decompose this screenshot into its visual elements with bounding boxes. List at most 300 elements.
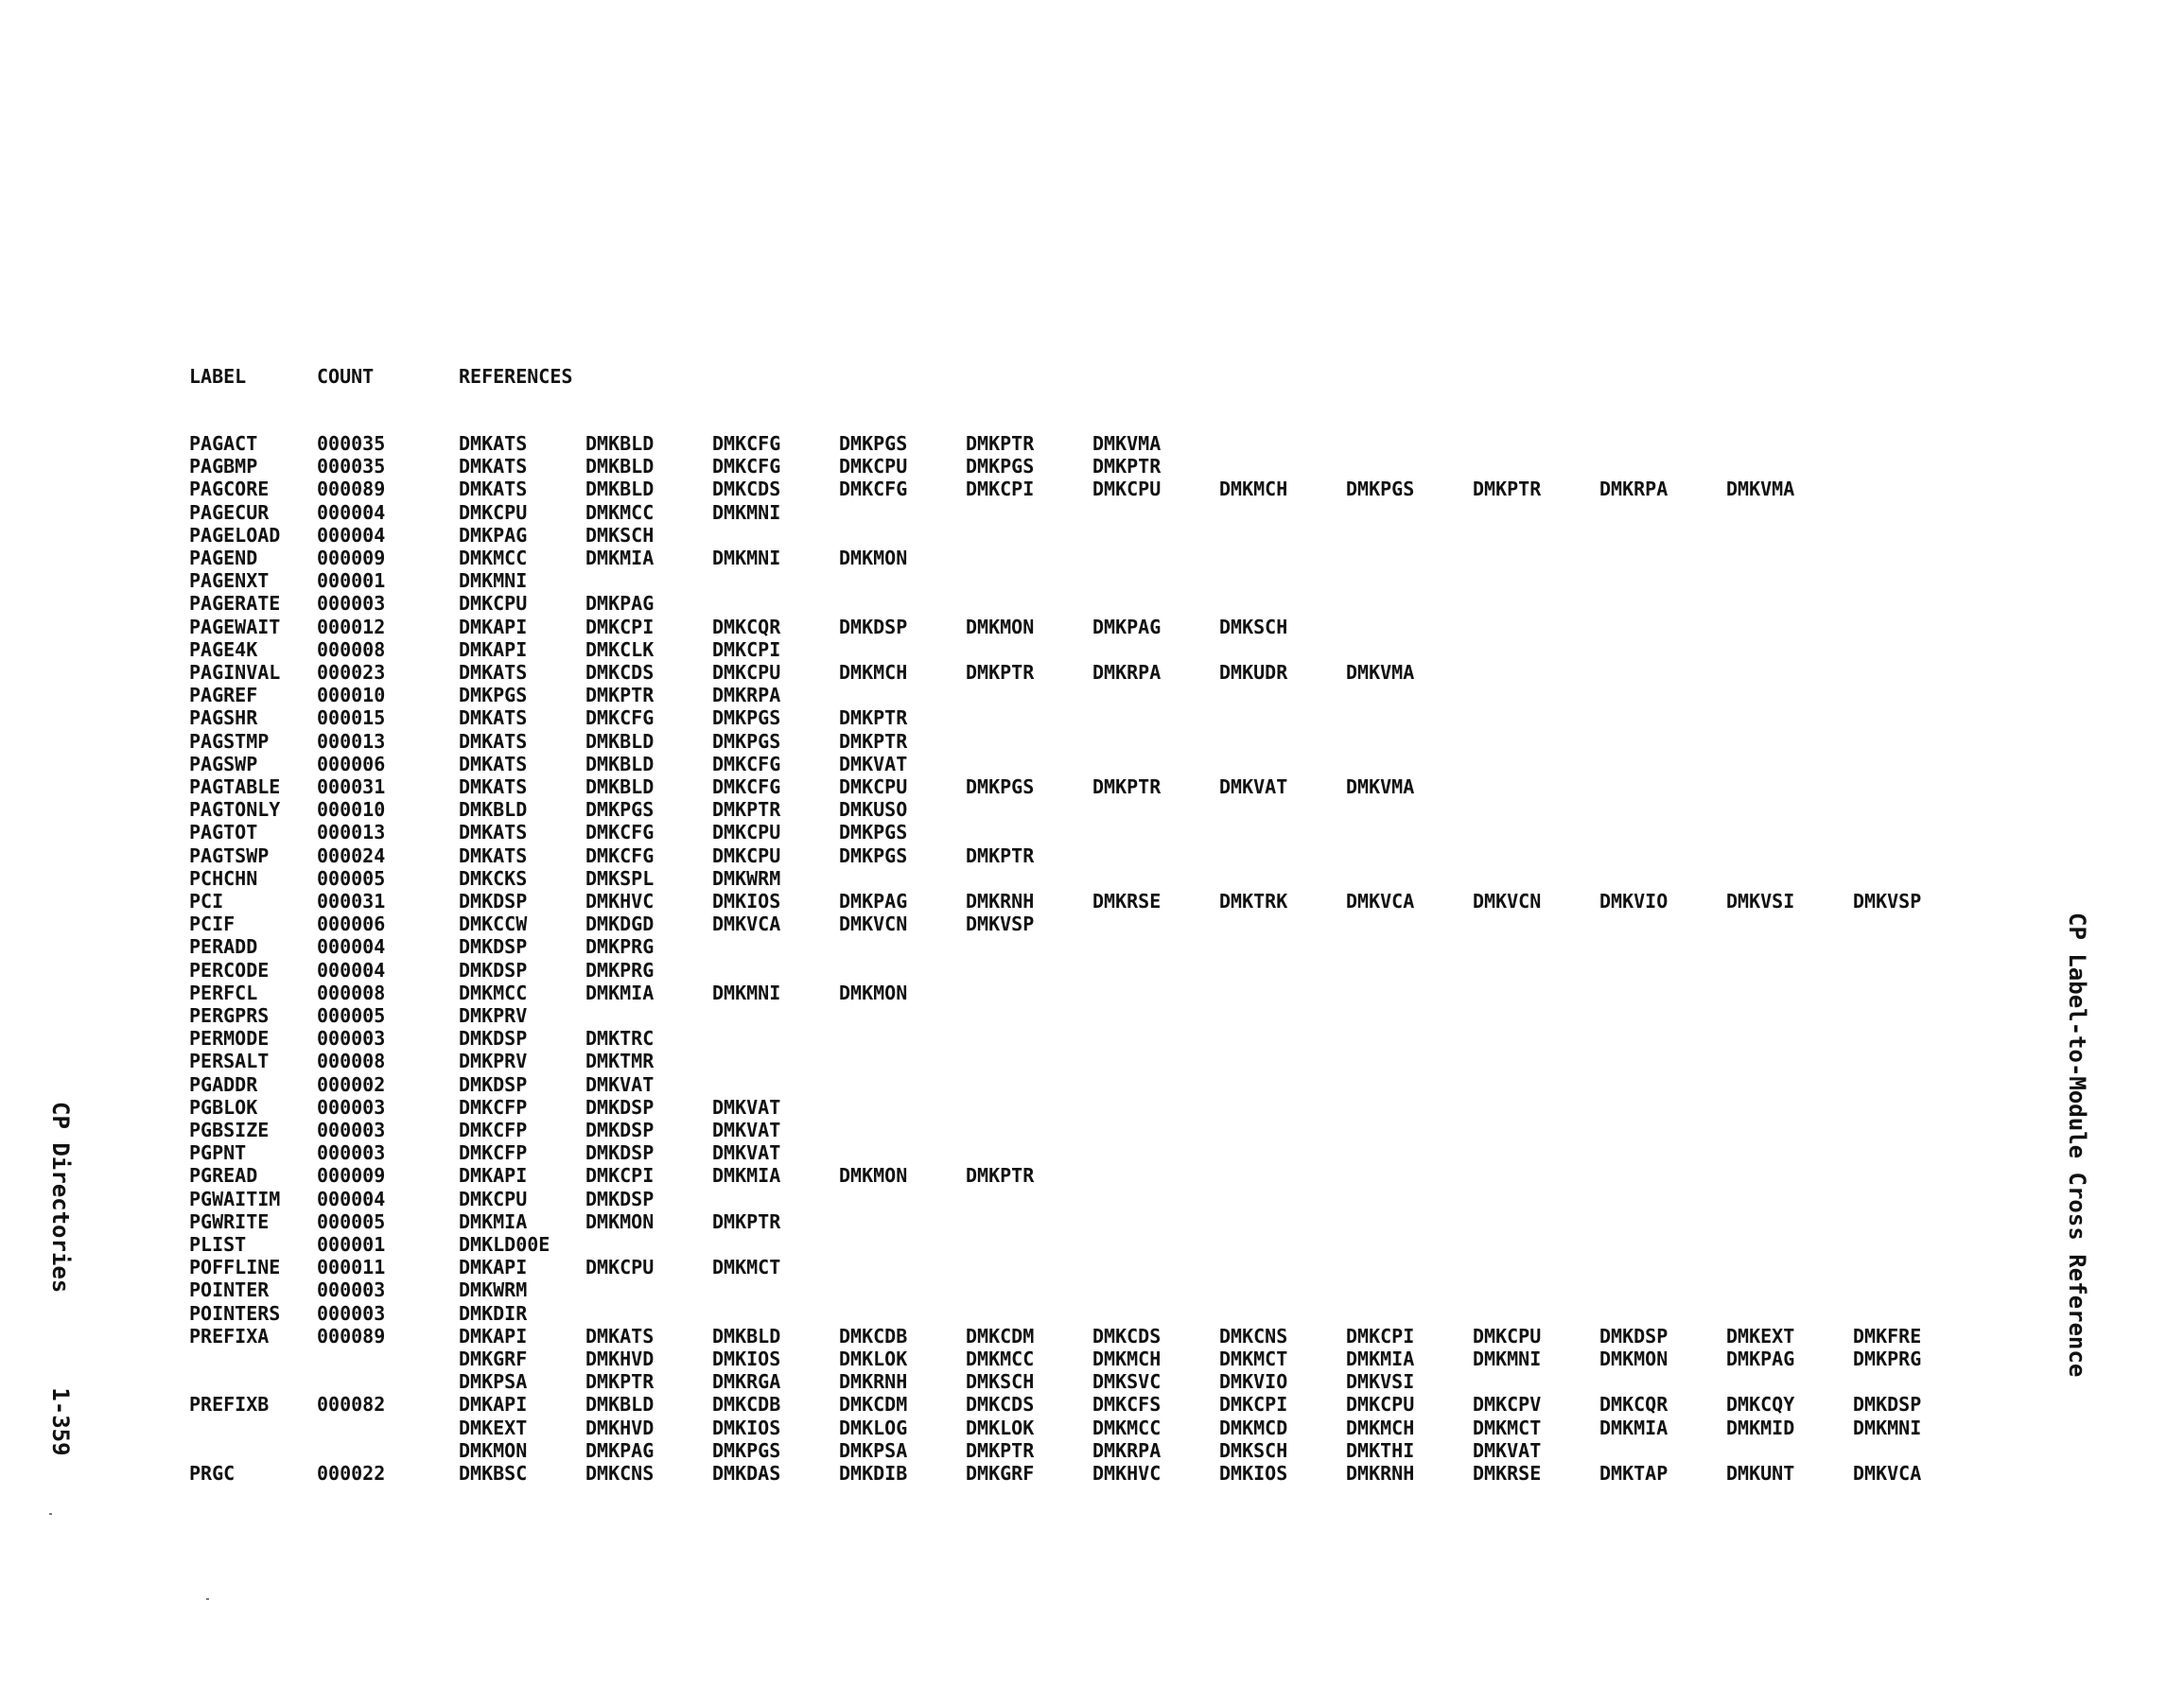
module-reference: DMKSPL (585, 866, 655, 890)
module-reference: DMKVAT (1219, 775, 1288, 798)
row-label: PAGINVAL (189, 661, 281, 684)
row-label: PERADD (189, 935, 258, 959)
module-reference: DMKCFG (712, 455, 781, 478)
module-reference: DMKCPU (585, 1256, 655, 1279)
module-reference: DMKCPI (1346, 1324, 1415, 1348)
module-reference: DMKCFG (712, 752, 781, 775)
row-count: 000024 (317, 844, 386, 867)
module-reference: DMKRPA (1599, 478, 1669, 501)
row-label: PGREAD (189, 1164, 258, 1188)
module-reference: DMKMCH (1219, 478, 1288, 501)
module-reference: DMKMON (839, 547, 908, 569)
module-reference: DMKPTR (966, 1164, 1035, 1188)
module-reference: DMKBSC (459, 1462, 528, 1485)
row-count: 000035 (317, 432, 386, 455)
module-reference: DMKCFS (1092, 1393, 1162, 1417)
module-reference: DMKVCN (839, 913, 908, 936)
module-reference: DMKPTR (966, 661, 1035, 684)
module-reference: DMKLOG (839, 1416, 908, 1439)
module-reference: DMKPSA (459, 1370, 528, 1394)
row-count: 000003 (317, 1301, 386, 1325)
module-reference: DMKIOS (1219, 1462, 1288, 1485)
row-count: 000004 (317, 500, 386, 524)
module-reference: DMKLOK (839, 1348, 908, 1370)
module-reference: DMKDSP (839, 615, 908, 638)
module-reference: DMKBLD (585, 455, 655, 478)
row-count: 000003 (317, 1119, 386, 1141)
row-count: 000031 (317, 890, 386, 913)
row-count: 000089 (317, 1324, 386, 1348)
row-label: PAGACT (189, 432, 258, 455)
module-reference: DMKCFG (712, 775, 781, 798)
module-reference: DMKCDS (966, 1393, 1035, 1417)
module-reference: DMKUSO (839, 798, 908, 822)
row-label: PAGTSWP (189, 844, 270, 867)
row-label: PREFIXA (189, 1324, 270, 1348)
module-reference: DMKMCH (1346, 1416, 1415, 1439)
module-reference: DMKVCA (1853, 1462, 1922, 1485)
module-reference: DMKCFG (585, 844, 655, 867)
row-label: PAGELOAD (189, 523, 281, 547)
module-reference: DMKMCC (459, 981, 528, 1004)
row-count: 000031 (317, 775, 386, 798)
row-count: 000001 (317, 569, 386, 593)
module-reference: DMKATS (459, 729, 528, 753)
module-reference: DMKVAT (712, 1141, 781, 1165)
row-label: PAGECUR (189, 500, 270, 524)
module-reference: DMKMIA (585, 547, 655, 569)
module-reference: DMKDSP (459, 935, 528, 959)
module-reference: DMKATS (459, 752, 528, 775)
module-reference: DMKBLD (585, 775, 655, 798)
module-reference: DMKCFP (459, 1119, 528, 1141)
module-reference: DMKBLD (585, 729, 655, 753)
row-count: 000013 (317, 821, 386, 844)
references-column-header: REFERENCES (459, 365, 573, 388)
module-reference: DMKEXT (459, 1416, 528, 1439)
module-reference: DMKBLD (459, 798, 528, 822)
module-reference: DMKTRK (1219, 890, 1288, 913)
module-reference: DMKPTR (585, 1370, 655, 1394)
module-reference: DMKVIO (1599, 890, 1669, 913)
module-reference: DMKVMA (1346, 775, 1415, 798)
module-reference: DMKAPI (459, 1393, 528, 1417)
module-reference: DMKCCW (459, 913, 528, 936)
row-count: 000003 (317, 1095, 386, 1119)
row-label: PAGSWP (189, 752, 258, 775)
module-reference: DMKHVC (585, 890, 655, 913)
module-reference: DMKCPU (839, 455, 908, 478)
module-reference: DMKTMR (585, 1050, 655, 1073)
row-count: 000009 (317, 1164, 386, 1188)
module-reference: DMKMON (459, 1438, 528, 1462)
row-label: PGADDR (189, 1072, 258, 1096)
module-reference: DMKBLD (585, 752, 655, 775)
module-reference: DMKTHI (1346, 1438, 1415, 1462)
module-reference: DMKBLD (585, 432, 655, 455)
module-reference: DMKCQY (1726, 1393, 1795, 1417)
module-reference: DMKATS (585, 1324, 655, 1348)
row-count: 000001 (317, 1233, 386, 1256)
module-reference: DMKBLD (585, 478, 655, 501)
row-count: 000006 (317, 913, 386, 936)
row-label: PAGREF (189, 684, 258, 707)
module-reference: DMKIOS (712, 1348, 781, 1370)
module-reference: DMKPTR (1092, 775, 1162, 798)
module-reference: DMKCFG (712, 432, 781, 455)
module-reference: DMKCDB (839, 1324, 908, 1348)
module-reference: DMKMCC (1092, 1416, 1162, 1439)
module-reference: DMKRNH (839, 1370, 908, 1394)
module-reference: DMKMCT (712, 1256, 781, 1279)
row-count: 000022 (317, 1462, 386, 1485)
module-reference: DMKPGS (966, 455, 1035, 478)
module-reference: DMKRSE (1092, 890, 1162, 913)
row-count: 000012 (317, 615, 386, 638)
module-reference: DMKDSP (585, 1095, 655, 1119)
module-reference: DMKPAG (585, 592, 655, 616)
module-reference: DMKDSP (459, 958, 528, 982)
module-reference: DMKCPI (966, 478, 1035, 501)
module-reference: DMKMNI (1473, 1348, 1542, 1370)
module-reference: DMKCFG (585, 706, 655, 730)
row-label: PGPNT (189, 1141, 247, 1165)
module-reference: DMKVSI (1346, 1370, 1415, 1394)
row-count: 000006 (317, 752, 386, 775)
module-reference: DMKCPU (839, 775, 908, 798)
module-reference: DMKSCH (1219, 615, 1288, 638)
module-reference: DMKCPU (712, 821, 781, 844)
module-reference: DMKAPI (459, 1324, 528, 1348)
module-reference: DMKPGS (459, 684, 528, 707)
module-reference: DMKMNI (712, 981, 781, 1004)
row-count: 000004 (317, 935, 386, 959)
module-reference: DMKATS (459, 478, 528, 501)
module-reference: DMKPGS (585, 798, 655, 822)
module-reference: DMKDGD (585, 913, 655, 936)
module-reference: DMKCFP (459, 1095, 528, 1119)
row-count: 000005 (317, 866, 386, 890)
module-reference: DMKPTR (966, 1438, 1035, 1462)
row-label: PGBLOK (189, 1095, 258, 1119)
module-reference: DMKCPI (712, 637, 781, 661)
row-count: 000011 (317, 1256, 386, 1279)
row-count: 000023 (317, 661, 386, 684)
module-reference: DMKCPU (459, 592, 528, 616)
module-reference: DMKHVD (585, 1348, 655, 1370)
row-label: PCI (189, 890, 224, 913)
module-reference: DMKPAG (585, 1438, 655, 1462)
module-reference: DMKCFG (585, 821, 655, 844)
row-label: PAGCORE (189, 478, 270, 501)
row-label: PGWRITE (189, 1209, 270, 1233)
module-reference: DMKBLD (585, 1393, 655, 1417)
module-reference: DMKDSP (459, 1072, 528, 1096)
module-reference: DMKPAG (459, 523, 528, 547)
module-reference: DMKAPI (459, 615, 528, 638)
module-reference: DMKCPI (585, 1164, 655, 1188)
module-reference: DMKDIR (459, 1301, 528, 1325)
module-reference: DMKCFG (839, 478, 908, 501)
module-reference: DMKPRV (459, 1050, 528, 1073)
module-reference: DMKPGS (966, 775, 1035, 798)
row-label: PAGE4K (189, 637, 258, 661)
module-reference: DMKDIB (839, 1462, 908, 1485)
row-count: 000089 (317, 478, 386, 501)
module-reference: DMKMON (966, 615, 1035, 638)
module-reference: DMKVCA (712, 913, 781, 936)
row-label: PCIF (189, 913, 236, 936)
running-title-right: CP Label-to-Module Cross Reference (2064, 913, 2090, 1378)
module-reference: DMKSCH (966, 1370, 1035, 1394)
module-reference: DMKMCC (966, 1348, 1035, 1370)
row-label: PRGC (189, 1462, 236, 1485)
row-count: 000005 (317, 1004, 386, 1027)
module-reference: DMKRNH (1346, 1462, 1415, 1485)
row-label: PERGPRS (189, 1004, 270, 1027)
module-reference: DMKWRM (712, 866, 781, 890)
module-reference: DMKMIA (585, 981, 655, 1004)
module-reference: DMKCPU (459, 500, 528, 524)
module-reference: DMKSVC (1092, 1370, 1162, 1394)
module-reference: DMKMON (1599, 1348, 1669, 1370)
module-reference: DMKMCH (1092, 1348, 1162, 1370)
module-reference: DMKTRC (585, 1027, 655, 1051)
module-reference: DMKMCT (1219, 1348, 1288, 1370)
module-reference: DMKMON (839, 981, 908, 1004)
row-count: 000015 (317, 706, 386, 730)
module-reference: DMKRPA (1092, 661, 1162, 684)
module-reference: DMKCQR (1599, 1393, 1669, 1417)
module-reference: DMKPGS (1346, 478, 1415, 501)
module-reference: DMKATS (459, 775, 528, 798)
module-reference: DMKPAG (839, 890, 908, 913)
module-reference: DMKTAP (1599, 1462, 1669, 1485)
module-reference: DMKUDR (1219, 661, 1288, 684)
row-label: PAGERATE (189, 592, 281, 616)
row-count: 000004 (317, 958, 386, 982)
row-count: 000082 (317, 1393, 386, 1417)
module-reference: DMKCQR (712, 615, 781, 638)
module-reference: DMKHVD (585, 1416, 655, 1439)
module-reference: DMKCPU (1092, 478, 1162, 501)
row-label: PERSALT (189, 1050, 270, 1073)
module-reference: DMKMID (1726, 1416, 1795, 1439)
module-reference: DMKCPU (1473, 1324, 1542, 1348)
module-reference: DMKAPI (459, 637, 528, 661)
row-count: 000013 (317, 729, 386, 753)
scan-speck (49, 1513, 52, 1515)
module-reference: DMKVAT (585, 1072, 655, 1096)
module-reference: DMKCDM (966, 1324, 1035, 1348)
module-reference: DMKGRF (966, 1462, 1035, 1485)
module-reference: DMKVSP (1853, 890, 1922, 913)
module-reference: DMKRPA (1092, 1438, 1162, 1462)
module-reference: DMKAPI (459, 1164, 528, 1188)
row-label: PAGBMP (189, 455, 258, 478)
module-reference: DMKAPI (459, 1256, 528, 1279)
module-reference: DMKPGS (839, 432, 908, 455)
row-label: PCHCHN (189, 866, 258, 890)
module-reference: DMKCFP (459, 1141, 528, 1165)
module-reference: DMKLOK (966, 1416, 1035, 1439)
module-reference: DMKPRV (459, 1004, 528, 1027)
module-reference: DMKCLK (585, 637, 655, 661)
row-label: PAGEWAIT (189, 615, 281, 638)
module-reference: DMKCDS (1092, 1324, 1162, 1348)
module-reference: DMKBLD (712, 1324, 781, 1348)
module-reference: DMKCDS (585, 661, 655, 684)
module-reference: DMKRGA (712, 1370, 781, 1394)
module-reference: DMKDSP (1599, 1324, 1669, 1348)
row-label: PERCODE (189, 958, 270, 982)
module-reference: DMKPTR (966, 844, 1035, 867)
module-reference: DMKPTR (1473, 478, 1542, 501)
row-count: 000003 (317, 1278, 386, 1302)
module-reference: DMKATS (459, 432, 528, 455)
module-reference: DMKVAT (712, 1095, 781, 1119)
module-reference: DMKPGS (712, 706, 781, 730)
module-reference: DMKVMA (1092, 432, 1162, 455)
module-reference: DMKRSE (1473, 1462, 1542, 1485)
row-count: 000002 (317, 1072, 386, 1096)
module-reference: DMKIOS (712, 890, 781, 913)
row-count: 000004 (317, 1187, 386, 1210)
module-reference: DMKMON (839, 1164, 908, 1188)
module-reference: DMKDSP (585, 1141, 655, 1165)
module-reference: DMKVAT (839, 752, 908, 775)
module-reference: DMKDSP (459, 890, 528, 913)
module-reference: DMKATS (459, 661, 528, 684)
row-label: PAGSHR (189, 706, 258, 730)
module-reference: DMKMIA (1346, 1348, 1415, 1370)
module-reference: DMKMIA (712, 1164, 781, 1188)
row-label: PGBSIZE (189, 1119, 270, 1141)
row-label: PGWAITIM (189, 1187, 281, 1210)
row-count: 000003 (317, 1027, 386, 1051)
module-reference: DMKCNS (585, 1462, 655, 1485)
module-reference: DMKWRM (459, 1278, 528, 1302)
count-column-header: COUNT (317, 365, 375, 388)
module-reference: DMKCPU (1346, 1393, 1415, 1417)
row-count: 000009 (317, 547, 386, 569)
module-reference: DMKCKS (459, 866, 528, 890)
module-reference: DMKMIA (459, 1209, 528, 1233)
module-reference: DMKVMA (1726, 478, 1795, 501)
row-label: POINTERS (189, 1301, 281, 1325)
row-label: PERFCL (189, 981, 258, 1004)
module-reference: DMKATS (459, 821, 528, 844)
module-reference: DMKVSI (1726, 890, 1795, 913)
module-reference: DMKMCH (839, 661, 908, 684)
row-count: 000004 (317, 523, 386, 547)
module-reference: DMKRPA (712, 684, 781, 707)
module-reference: DMKCPV (1473, 1393, 1542, 1417)
module-reference: DMKPGS (712, 729, 781, 753)
row-label: PAGTONLY (189, 798, 281, 822)
module-reference: DMKEXT (1726, 1324, 1795, 1348)
module-reference: DMKVSP (966, 913, 1035, 936)
module-reference: DMKMNI (712, 547, 781, 569)
row-label: PREFIXB (189, 1393, 270, 1417)
section-title: CP Directories (47, 1102, 74, 1294)
row-label: PAGTABLE (189, 775, 281, 798)
running-footer-left (47, 1102, 74, 1456)
row-count: 000005 (317, 1209, 386, 1233)
module-reference: DMKPRG (585, 958, 655, 982)
module-reference: DMKHVC (1092, 1462, 1162, 1485)
row-count: 000008 (317, 1050, 386, 1073)
row-label: PAGTOT (189, 821, 258, 844)
row-count: 000035 (317, 455, 386, 478)
module-reference: DMKDSP (585, 1119, 655, 1141)
module-reference: DMKCPU (712, 661, 781, 684)
module-reference: DMKVAT (1473, 1438, 1542, 1462)
row-count: 000003 (317, 1141, 386, 1165)
module-reference: DMKUNT (1726, 1462, 1795, 1485)
module-reference: DMKPTR (839, 729, 908, 753)
module-reference: DMKCPU (459, 1187, 528, 1210)
row-count: 000008 (317, 981, 386, 1004)
module-reference: DMKATS (459, 844, 528, 867)
module-reference: DMKDSP (585, 1187, 655, 1210)
module-reference: DMKPAG (1726, 1348, 1795, 1370)
row-count: 000010 (317, 798, 386, 822)
module-reference: DMKCNS (1219, 1324, 1288, 1348)
module-reference: DMKMCT (1473, 1416, 1542, 1439)
module-reference: DMKVMA (1346, 661, 1415, 684)
row-count: 000008 (317, 637, 386, 661)
module-reference: DMKMCD (1219, 1416, 1288, 1439)
module-reference: DMKCDS (712, 478, 781, 501)
module-reference: DMKVCA (1346, 890, 1415, 913)
module-reference: DMKIOS (712, 1416, 781, 1439)
module-reference: DMKPGS (712, 1438, 781, 1462)
module-reference: DMKVCN (1473, 890, 1542, 913)
module-reference: DMKPAG (1092, 615, 1162, 638)
module-reference: DMKPRG (585, 935, 655, 959)
module-reference: DMKMCC (459, 547, 528, 569)
module-reference: DMKMNI (712, 500, 781, 524)
row-label: PAGSTMP (189, 729, 270, 753)
row-label: PLIST (189, 1233, 247, 1256)
row-label: PERMODE (189, 1027, 270, 1051)
module-reference: DMKDSP (459, 1027, 528, 1051)
scan-speck (206, 1598, 209, 1600)
module-reference: DMKLD00E (459, 1233, 550, 1256)
row-label: PAGEND (189, 547, 258, 569)
module-reference: DMKPTR (712, 1209, 781, 1233)
module-reference: DMKPTR (585, 684, 655, 707)
module-reference: DMKCPI (1219, 1393, 1288, 1417)
module-reference: DMKPGS (839, 844, 908, 867)
module-reference: DMKVAT (712, 1119, 781, 1141)
module-reference: DMKPTR (839, 706, 908, 730)
module-reference: DMKATS (459, 706, 528, 730)
module-reference: DMKFRE (1853, 1324, 1922, 1348)
module-reference: DMKPTR (966, 432, 1035, 455)
module-reference: DMKCPU (712, 844, 781, 867)
module-reference: DMKMNI (459, 569, 528, 593)
row-label: POINTER (189, 1278, 270, 1302)
label-column-header: LABEL (189, 365, 247, 388)
row-count: 000010 (317, 684, 386, 707)
module-reference: DMKCDM (839, 1393, 908, 1417)
row-count: 000003 (317, 592, 386, 616)
module-reference: DMKPTR (1092, 455, 1162, 478)
module-reference: DMKPRG (1853, 1348, 1922, 1370)
module-reference: DMKMCC (585, 500, 655, 524)
